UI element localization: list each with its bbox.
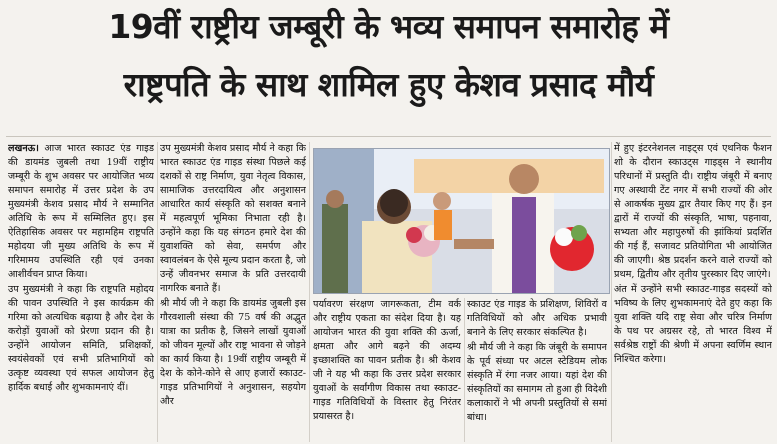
- article-column-1: [8, 142, 154, 442]
- article-column-2: [160, 142, 306, 442]
- headline-divider: [6, 136, 771, 137]
- headline-line-1: 19वीं राष्ट्रीय जम्बूरी के भव्य समापन समारोह में: [108, 7, 669, 46]
- article-paragraph: [8, 142, 154, 282]
- article-paragraph: श्री मौर्य जी ने कहा कि जंबूरी के समापन के पूर्व संध्या पर अटल स्टेडियम लोक संस्कृति में रंगा नजर आया। यहां देश की संस्कृतियों का समागम तो हुआ ही विदेशी कलाकारों ने भी अपनी प्रस्तुतियों से समां बांधा।: [467, 342, 607, 423]
- article-paragraph: पर्यावरण संरक्षण जागरूकता, टीम वर्क और राष्ट्रीय एकता का संदेश दिया है। यह आयोजन भारत की युवा शक्ति की ऊर्जा, क्षमता और आगे बढ़ने की अदम्य इच्छाशक्ति का पावन प्रतीक है। श्री केशव जी ने यह भी कहा कि उत्तर प्रदेश सरकार युवाओं के सर्वांगीण विकास तथा स्काउट-गाइड गतिविधियों के विस्तार हेतु निरंतर प्रयासरत है।: [313, 299, 461, 422]
- paragraph-text: आज भारत स्काउट एंड गाइड की डायमंड जुबली तथा 19वीं राष्ट्रीय जम्बूरी के शुभ अवसर पर आयोजित भव्य समापन समारोह में उत्तर प्रदेश के उप मुख्यमंत्री केशव प्रसाद मौर्य ने सम्मानित अतिथि के रूप में सम्मिलित हुए। इस ऐतिहासिक अवसर पर महामहिम राष्ट्रपति महोदया जी मुख्य अतिथि के रूप में गरिमामय उपस्थिति रही एवं उनका आशीर्वचन प्राप्त किया।: [8, 143, 154, 280]
- article-column-5: [614, 142, 772, 442]
- article-paragraph: स्काउट एंड गाइड के प्रशिक्षण, शिविरों व गतिविधियों को और अधिक प्रभावी बनाने के लिए सरकार संकल्पित है।: [467, 299, 607, 338]
- photo-illustration: [314, 149, 609, 293]
- article-paragraph: श्री मौर्य जी ने कहा कि डायमंड जुबली इस गौरवशाली संस्था की 75 वर्ष की अद्भुत यात्रा का प्रतीक है, जिसने लाखों युवाओं को जीवन मूल्यों और राष्ट्र भावना से जोड़ने का कार्य किया है। 19वीं राष्ट्रीय जम्बूरी में देश के कोने-कोने से आए हजारों स्काउट-गाइड प्रतिभागियों ने अनुशासन, सहयोग और: [160, 298, 306, 407]
- article-paragraph: में हुए इंटरनेशनल नाइट्स एवं एथनिक फैशन शो के दौरान स्काउट्स गाइड्स ने स्थानीय परिधानों में प्रस्तुति दी। राष्ट्रीय जंबूरी में बनाए गए अस्थायी टेंट नगर में सभी राज्यों की ओर से आकर्षक मुख्य द्वार तैयार किए गए हैं। इन द्वारों में राज्यों की संस्कृति, भाषा, पहनावा, सभ्यता और महापुरुषों की झांकियां प्रदर्शित की गई हैं, सजावट प्रतियोगिता भी आयोजित की जाएगी। श्रेष्ठ प्रदर्शन करने वाले राज्यों को प्रथम, द्वितीय और तृतीय पुरस्कार दिए जाएंगे।: [614, 143, 772, 280]
- article-column-3: [313, 298, 461, 442]
- column-divider: [157, 142, 158, 442]
- headline-line-2: राष्ट्रपति के साथ शामिल हुए केशव प्रसाद मौर्य: [123, 65, 654, 104]
- article-paragraph: अंत में उन्होंने सभी स्काउट-गाइड सदस्यों को भविष्य के लिए शुभकामनाएं देते हुए कहा कि युवा शक्ति यदि राष्ट्र सेवा और चरित्र निर्माण के पथ पर अग्रसर रहे, तो भारत विश्व में सर्वश्रेष्ठ राष्ट्रों की श्रेणी में अपना स्वर्णिम स्थान निश्चित करेगा।: [614, 284, 772, 365]
- article-column-4: [467, 298, 607, 442]
- article-paragraph: उप मुख्यमंत्री केशव प्रसाद मौर्य ने कहा कि भारत स्काउट एंड गाइड संस्था पिछले कई दशकों से राष्ट्र निर्माण, युवा नेतृत्व विकास, सामाजिक उत्तरदायित्व और अनुशासन आधारित कार्य संस्कृति को सशक्त बनाने में महत्वपूर्ण भूमिका निभाता रही है। उन्होंने कहा कि यह संगठन हमारे देश की युवाशक्ति को सेवा, समर्पण और स्वावलंबन के ऐसे मूल्य प्रदान करता है, जो उन्हें जीवनभर समाज के प्रति उत्तरदायी नागरिक बनाते हैं।: [160, 143, 306, 294]
- article-paragraph: उप मुख्यमंत्री ने कहा कि राष्ट्रपति महोदय की पावन उपस्थिति ने इस कार्यक्रम की गरिमा को अत्यधिक बढ़ाया है और देश के करोड़ों युवाओं को प्रेरणा प्रदान की है। उन्होंने आयोजन समिति, प्रशिक्षकों, स्वयंसेवकों एवं सभी प्रतिभागियों को उत्कृष्ट व्यवस्था एवं सफल आयोजन हेतु हार्दिक बधाई और शुभकामनाएं दीं।: [8, 284, 154, 393]
- news-photo: [313, 148, 610, 294]
- column-divider: [309, 142, 310, 442]
- column-divider: [464, 298, 465, 442]
- dateline: लखनऊ।: [8, 143, 39, 154]
- column-divider: [611, 142, 612, 442]
